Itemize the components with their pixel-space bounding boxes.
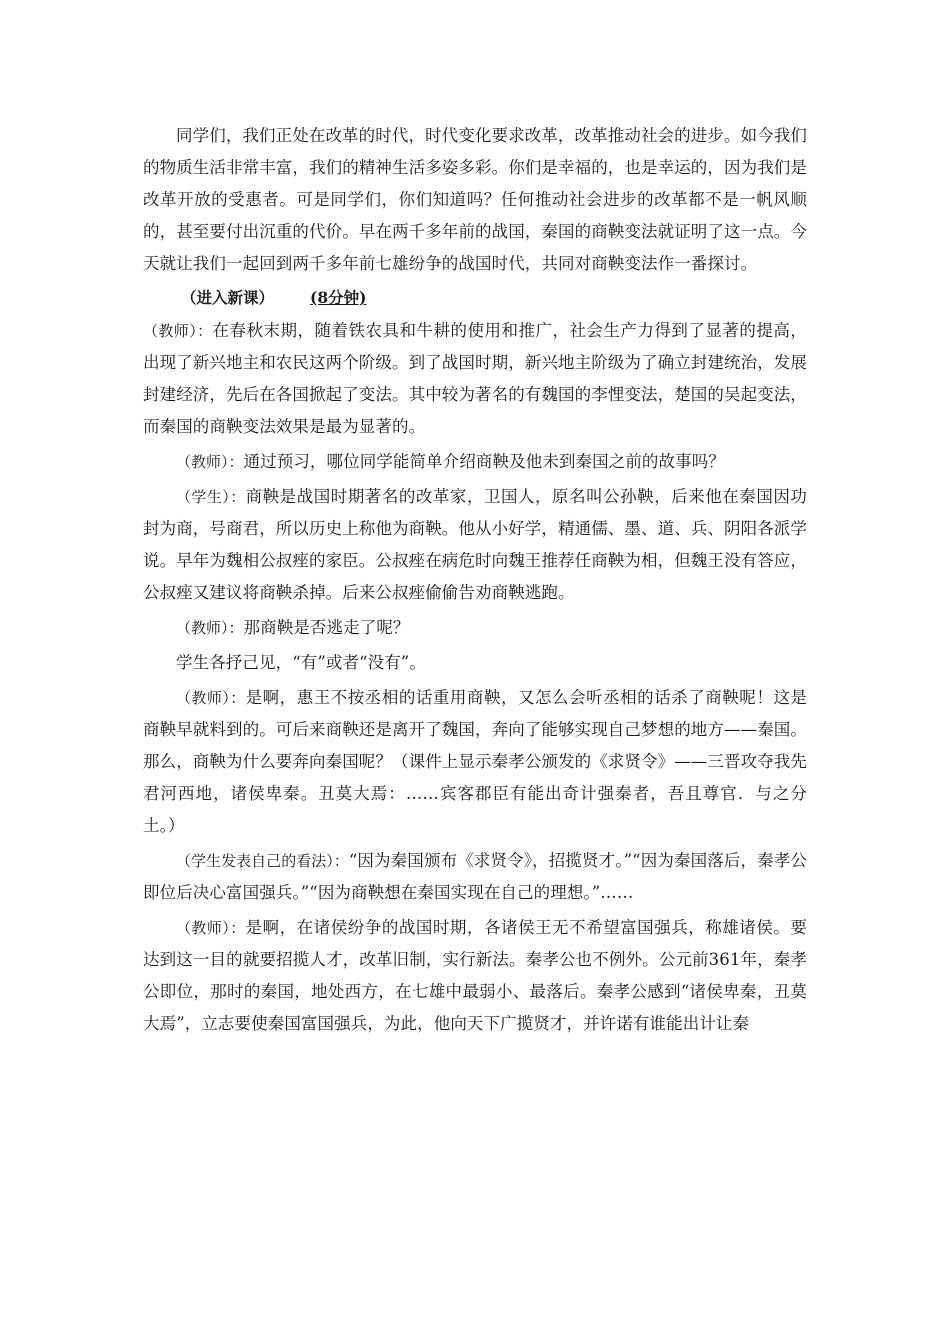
intro-paragraph — [143, 120, 807, 280]
dialogue-paragraph — [143, 912, 807, 1040]
speaker-label: （教师）： — [176, 619, 244, 637]
heading-duration: (8分钟) — [310, 288, 367, 307]
dialogue-paragraph — [143, 481, 807, 609]
heading-label: （进入新课） — [181, 288, 275, 307]
dialogue-paragraph — [143, 315, 807, 443]
paragraph-text: 那商鞅是否逃走了呢？ — [243, 618, 410, 637]
paragraph-text: 学生各抒己见，“有”或者“没有”。 — [176, 653, 426, 672]
paragraph-text: 商鞅是战国时期著名的改革家，卫国人，原名叫公孙鞅，后来他在秦国因功封为商，号商君，所以历史上称他为商鞅。他从小好学，精通儒、墨、道、兵、阴阳各派学说。早年为魏相公叔痤的家臣。公叔痤在病危时向魏王推荐任商鞅为相，但魏王没有答应，公叔痤又建议将商鞅杀掉。后来公叔痤偷偷告劝商鞅逃跑。 — [143, 487, 807, 602]
document-body — [143, 120, 807, 1043]
section-heading — [143, 283, 807, 313]
paragraph-text: 在春秋末期，随着铁农具和牛耕的使用和推广，社会生产力得到了显著的提高，出现了新兴地主和农民这两个阶级。到了战国时期，新兴地主阶级为了确立封建统治，发展封建经济，先后在各国掀起了变法。其中较为著名的有魏国的李悝变法，楚国的吴起变法，而秦国的商鞅变法效果是最为显著的。 — [143, 321, 807, 436]
speaker-label: （教师）： — [143, 322, 213, 340]
paragraph-text: 是啊，惠王不按丞相的话重用商鞅，又怎么会听丞相的话杀了商鞅呢！这是商鞅早就料到的。可后来商鞅还是离开了魏国，奔向了能够实现自己梦想的地方——秦国。那么，商鞅为什么要奔向秦国呢？（课件上显示秦孝公颁发的《求贤令》——三晋攻夺我先君河西地，诸侯卑秦。丑莫大焉：……宾客郡臣有能出奇计强秦者，吾且尊官．与之分土。） — [143, 688, 807, 835]
speaker-label: （学生发表自己的看法）： — [176, 852, 349, 870]
dialogue-paragraph — [143, 612, 807, 644]
paragraph-text: “因为秦国颁布《求贤令》，招揽贤才。”“因为秦国落后，秦孝公即位后决心富国强兵。”“因为商鞅想在秦国实现在自己的理想。”…… — [143, 851, 807, 902]
speaker-label: （教师）： — [176, 453, 244, 471]
speaker-label: （学生）： — [176, 488, 246, 506]
dialogue-paragraph — [143, 446, 807, 478]
paragraph-text: 是啊，在诸侯纷争的战国时期，各诸侯王无不希望富国强兵，称雄诸侯。要达到这一目的就要招揽人才，改革旧制，实行新法。秦孝公也不例外。公元前361年，秦孝公即位，那时的秦国，地处西方，在七雄中最弱小、最落后。秦孝公感到“诸侯卑秦，丑莫大焉”，立志要使秦国富国强兵，为此，他向天下广揽贤才，并许诺有谁能出计让秦 — [143, 918, 807, 1033]
speaker-label: （教师）： — [176, 689, 246, 707]
dialogue-paragraph — [143, 845, 807, 909]
paragraph-text: 通过预习，哪位同学能简单介绍商鞅及他未到秦国之前的故事吗？ — [243, 452, 725, 471]
speaker-label: （教师）： — [176, 919, 246, 937]
paragraph-text: 同学们，我们正处在改革的时代，时代变化要求改革，改革推动社会的进步。如今我们的物质生活非常丰富，我们的精神生活多姿多彩。你们是幸福的，也是幸运的，因为我们是改革开放的受惠者。可是同学们，你们知道吗？任何推动社会进步的改革都不是一帆风顺的，甚至要付出沉重的代价。早在两千多年前的战国，秦国的商鞅变法就证明了这一点。今天就让我们一起回到两千多年前七雄纷争的战国时代，共同对商鞅变法作一番探讨。 — [143, 126, 807, 273]
dialogue-paragraph — [143, 647, 807, 679]
dialogue-paragraph — [143, 682, 807, 842]
